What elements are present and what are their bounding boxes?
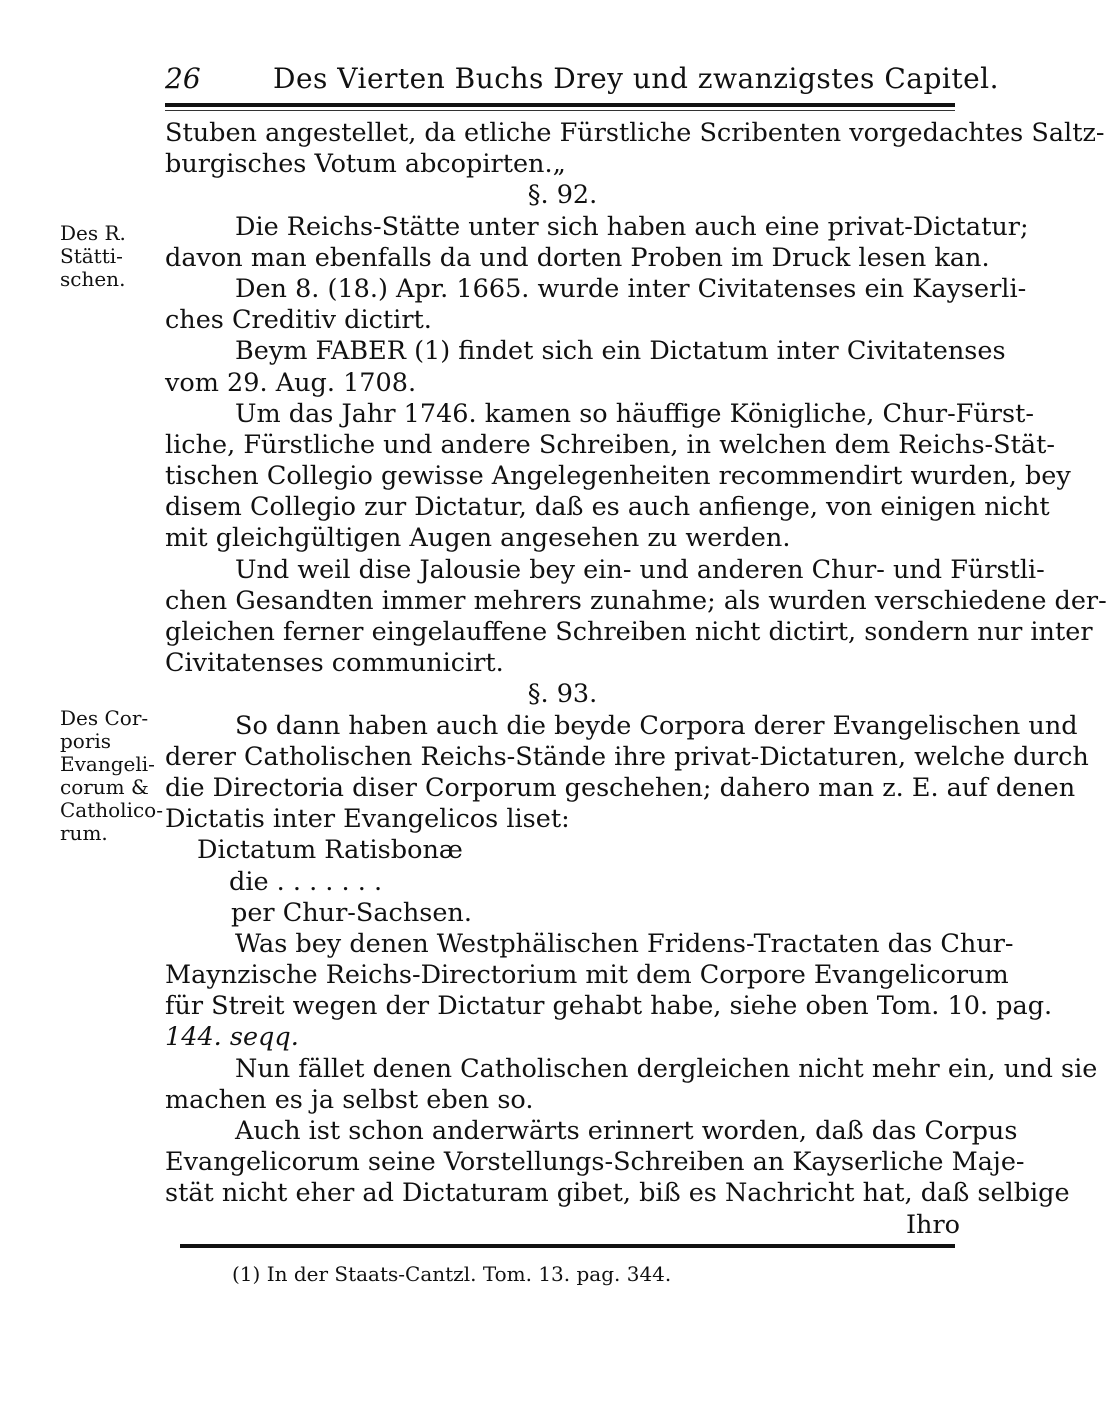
page-header	[165, 62, 1000, 102]
text-line: gleichen ferner eingelauffene Schreiben nicht dictirt, sondern nur inter	[165, 617, 1093, 647]
text-line: liche, Fürstliche und andere Schreiben, in welchen dem Reichs-Stät-	[165, 429, 1055, 460]
text-line: Und weil dise Jalousie bey ein- und anderen Chur- und Fürstli-	[235, 554, 1045, 585]
margin-note-line: poris	[60, 729, 112, 753]
text-line: Evangelicorum seine Vorstellungs-Schreiben an Kayserliche Maje-	[165, 1147, 1025, 1178]
margin-note-reichsstaette	[60, 222, 155, 291]
footnote: (1) In der Staats-Cantzl. Tom. 13. pag. 344.	[232, 1262, 672, 1286]
text-line: Den 8. (18.) Apr. 1665. wurde inter Civitatenses ein Kayserli-	[235, 273, 1027, 304]
text-line: Die Reichs-Stätte unter sich haben auch eine privat-Dictatur;	[235, 211, 1029, 242]
margin-note-line: Catholico-	[60, 798, 163, 822]
text-line: burgisches Votum abcopirten.„	[165, 149, 566, 180]
text-line: Dictatis inter Evangelicos liset:	[165, 804, 570, 835]
margin-note-line: Stätti-	[60, 244, 123, 268]
text-line: stät nicht eher ad Dictaturam gibet, biß es Nachricht hat, daß selbige	[165, 1178, 1070, 1209]
margin-note-line: rum.	[60, 821, 108, 845]
catchword: Ihro	[905, 1209, 960, 1240]
text-line: per Chur-Sachsen.	[231, 897, 472, 928]
text-line: vom 29. Aug. 1708.	[165, 367, 417, 398]
text-line: ches Creditiv dictirt.	[165, 305, 432, 336]
page-number: 26	[165, 62, 201, 95]
text-line: Auch ist schon anderwärts erinnert worden, daß das Corpus	[235, 1116, 1018, 1146]
text-line: chen Gesandten immer mehrers zunahme; als wurden verschiedene der-	[165, 585, 1107, 616]
running-head: Des Vierten Buchs Drey und zwanzigstes Capitel.	[273, 62, 1000, 95]
text-line: davon man ebenfalls da und dorten Proben im Druck lesen kan.	[165, 242, 990, 273]
header-rule	[165, 103, 955, 107]
text-line: disem Collegio zur Dictatur, daß es auch anfienge, von einigen nicht	[165, 492, 1050, 523]
text-line: tischen Collegio gewisse Angelegenheiten recommendirt wurden, bey	[165, 461, 1071, 492]
text-line: die . . . . . . .	[229, 866, 383, 897]
text-line: Civitatenses communicirt.	[165, 648, 504, 679]
margin-note-corpora	[60, 706, 163, 845]
header-rule-thin	[165, 110, 955, 111]
text-line: Beym FABER (1) findet sich ein Dictatum inter Civitatenses	[235, 336, 1006, 367]
text-line: Was bey denen Westphälischen Fridens-Tractaten das Chur-	[235, 928, 1014, 959]
section-heading: §. 93.	[527, 679, 598, 710]
text-line: Maynzische Reichs-Directorium mit dem Corpore Evangelicorum	[165, 960, 1009, 991]
text-line: machen es ja selbst eben so.	[165, 1084, 534, 1115]
margin-note-line: Des Cor-	[60, 706, 149, 730]
text-line: derer Catholischen Reichs-Stände ihre privat-Dictaturen, welche durch	[165, 741, 1089, 772]
margin-note-line: Des R.	[60, 221, 126, 245]
margin-note-line: corum &	[60, 775, 149, 799]
text-line: 144. seqq.	[165, 1022, 299, 1053]
text-line: So dann haben auch die beyde Corpora derer Evangelischen und	[235, 710, 1078, 741]
text-line: Dictatum Ratisbonæ	[197, 835, 463, 866]
text-line: die Directoria diser Corporum geschehen; dahero man z. E. auf denen	[165, 772, 1076, 803]
footnote-rule	[180, 1244, 955, 1248]
text-line: Nun fället denen Catholischen dergleichen nicht mehr ein, und sie	[235, 1053, 1098, 1084]
section-heading: §. 92.	[527, 180, 598, 211]
text-line: Stuben angestellet, da etliche Fürstliche Scribenten vorgedachtes Saltz-	[165, 118, 1105, 148]
body-text	[165, 118, 1107, 1241]
text-line: Um das Jahr 1746. kamen so häuffige Königliche, Chur-Fürst-	[235, 398, 1034, 429]
margin-note-line: schen.	[60, 267, 126, 291]
text-line: mit gleichgültigen Augen angesehen zu werden.	[165, 523, 791, 554]
margin-note-line: Evangeli-	[60, 752, 155, 776]
text-line: für Streit wegen der Dictatur gehabt habe, siehe oben Tom. 10. pag.	[165, 991, 1053, 1022]
